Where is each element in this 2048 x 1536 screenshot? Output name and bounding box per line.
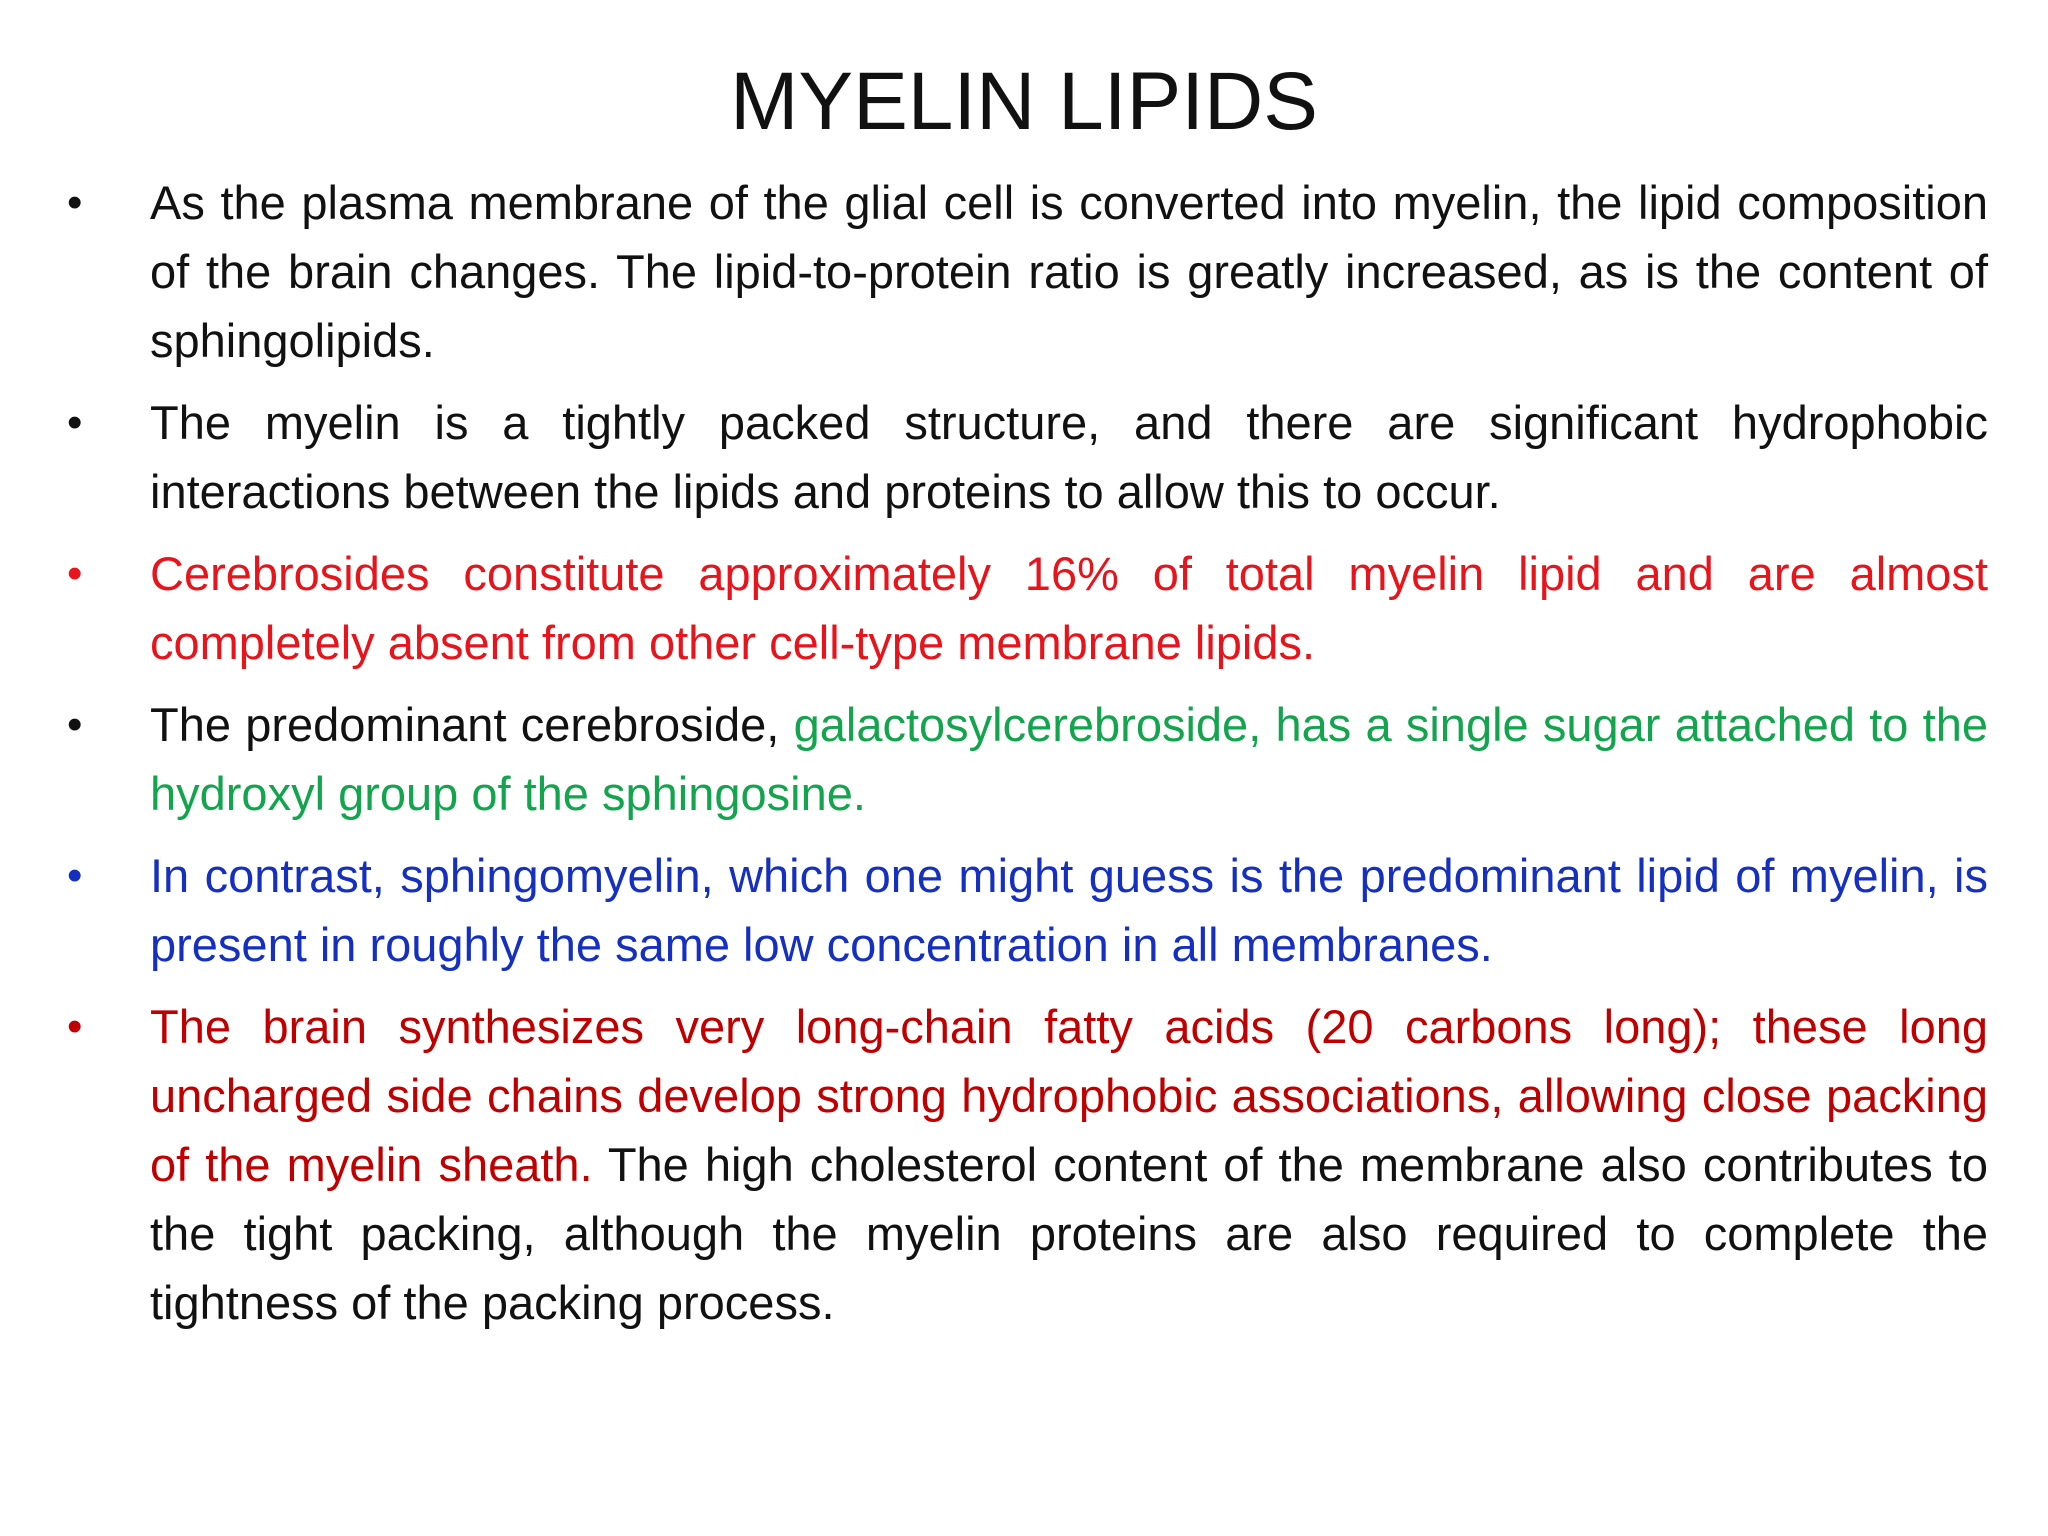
bullet-item xyxy=(67,388,1988,526)
bullet-text: Cerebrosides constitute approximately 16% of total myelin lipid and are almost completely absent from other cell-type membrane lipids. xyxy=(150,547,1988,669)
bullet-text: The myelin is a tightly packed structure, and there are significant hydrophobic interactions between the lipids and proteins to allow this to occur. xyxy=(150,396,1988,518)
bullet-text-highlight: The brain synthesizes very long-chain fatty acids (20 carbons long); these long uncharged side chains develop strong hydrophobic associations, allowing close packing of the myelin sheath. xyxy=(150,1000,1988,1191)
bullet-text-highlight: galactosylcerebroside, has a single sugar attached to the hydroxyl group of the sphingosine. xyxy=(150,698,1988,820)
bullet-dot: • xyxy=(67,549,83,598)
bullet-text: In contrast, sphingomyelin, which one might guess is the predominant lipid of myelin, is present in roughly the same low concentration in all membranes. xyxy=(150,849,1988,971)
bullet-dot: • xyxy=(67,178,83,227)
bullet-text: The high cholesterol content of the membrane also contributes to the tight packing, although the myelin proteins are also required to complete the tightness of the packing process. xyxy=(150,1138,1988,1329)
bullet-dot: • xyxy=(67,398,83,447)
bullet-text: The predominant cerebroside, xyxy=(150,698,794,751)
bullet-dot: • xyxy=(67,851,83,900)
bullet-item xyxy=(67,168,1988,375)
bullet-item xyxy=(67,539,1988,677)
bullet-list xyxy=(67,168,1988,1350)
bullet-dot: • xyxy=(67,1002,83,1051)
bullet-item xyxy=(67,992,1988,1337)
bullet-item xyxy=(67,841,1988,979)
slide-title: MYELIN LIPIDS xyxy=(730,56,1318,147)
bullet-item xyxy=(67,690,1988,828)
bullet-text: As the plasma membrane of the glial cell is converted into myelin, the lipid composition of the brain changes. The lipid-to-protein ratio is greatly increased, as is the content of sphingolipids. xyxy=(150,176,1988,367)
bullet-dot: • xyxy=(67,700,83,749)
